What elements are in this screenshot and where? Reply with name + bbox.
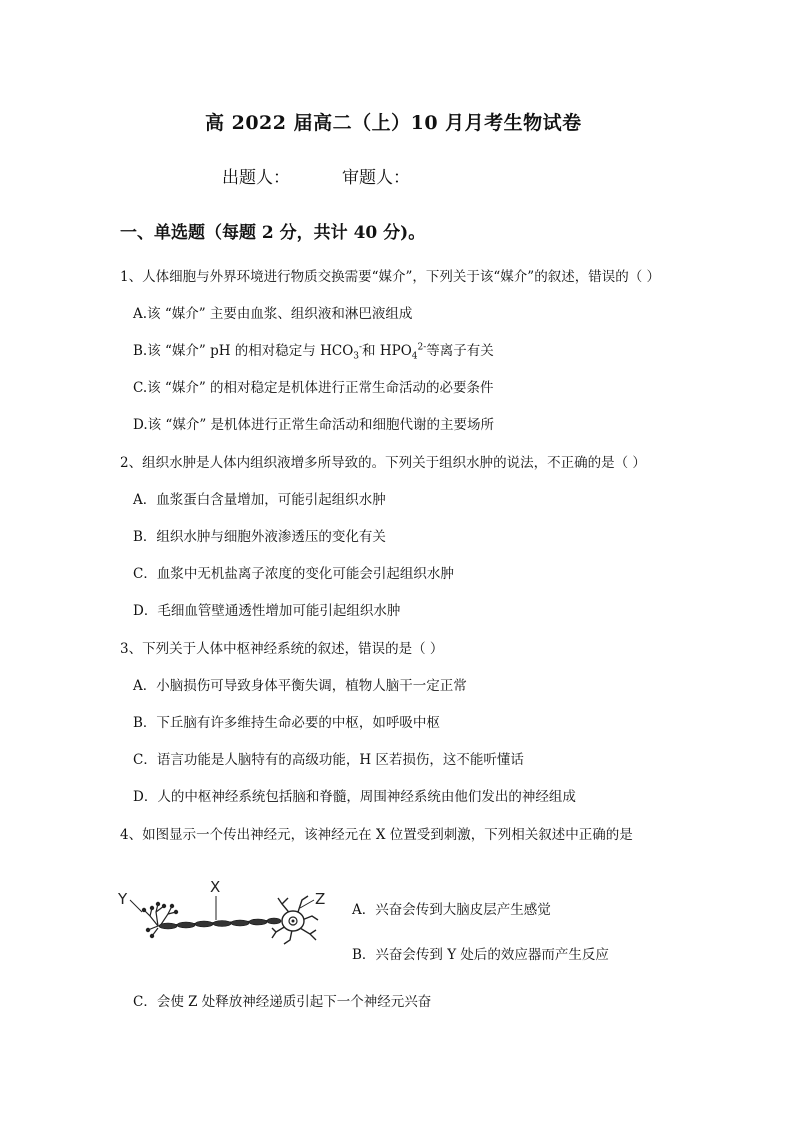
question-3-option-d: D．人的中枢神经系统包括脑和脊髓，周围神经系统由他们发出的神经组成 [133, 789, 576, 805]
figure-label-z: Z [315, 890, 326, 908]
axon-terminal-branches [142, 902, 177, 937]
question-3-stem: 3、下列关于人体中枢神经系统的叙述，错误的是（ ） [120, 641, 444, 657]
question-2-stem: 2、组织水肿是人体内组织液增多所导致的。下列关于组织水肿的说法，不正确的是（ ） [120, 455, 646, 471]
question-4-option-a: A．兴奋会传到大脑皮层产生感觉 [352, 902, 551, 918]
question-1-option-a: A.该 “媒介” 主要由血浆、组织液和淋巴液组成 [133, 306, 413, 322]
figure-label-y: Y [118, 890, 128, 908]
question-1-option-b: B.该 “媒介” pH 的相对稳定与 $HCO_3^-$和 $HPO_4^{2-}$等离子有关 [133, 342, 494, 362]
question-1-option-c: C.该 “媒介” 的相对稳定是机体进行正常生命活动的必要条件 [133, 380, 494, 396]
efferent-neuron-figure [112, 876, 332, 948]
question-3-option-a: A．小脑损伤可导致身体平衡失调，植物人脑干一定正常 [133, 678, 467, 694]
question-2-option-a: A．血浆蛋白含量增加，可能引起组织水肿 [133, 492, 386, 508]
question-4-option-b: B．兴奋会传到 Y 处后的效应器而产生反应 [352, 947, 609, 963]
myelinated-axon [158, 918, 281, 929]
section-heading: 一、单选题（每题 2 分，共计 40 分)。 [120, 223, 426, 243]
question-4-option-c: C．会使 Z 处释放神经递质引起下一个神经元兴奋 [133, 994, 432, 1010]
figure-y-pointer [130, 900, 142, 912]
question-3-option-c: C．语言功能是人脑特有的高级功能，H 区若损伤，这不能听懂话 [133, 752, 524, 768]
question-3-option-b: B．下丘脑有许多维持生命必要的中枢，如呼吸中枢 [133, 715, 440, 731]
question-2-option-b: B．组织水肿与细胞外液渗透压的变化有关 [133, 529, 386, 545]
question-2-option-d: D．毛细血管壁通透性增加可能引起组织水肿 [133, 603, 401, 619]
exam-title: 高 2022 届高二（上）10 月月考生物试卷 [205, 112, 582, 134]
figure-label-x: X [210, 878, 221, 896]
question-2-option-c: C．血浆中无机盐离子浓度的变化可能会引起组织水肿 [133, 566, 454, 582]
question-1-option-d: D.该 “媒介” 是机体进行正常生命活动和细胞代谢的主要场所 [133, 417, 495, 433]
question-setter-label: 出题人： [222, 168, 290, 188]
question-4-stem: 4、如图显示一个传出神经元，该神经元在 X 位置受到刺激，下列相关叙述中正确的是 [120, 827, 633, 843]
reviewer-label: 审题人： [342, 168, 410, 188]
question-1-stem: 1、人体细胞与外界环境进行物质交换需要“媒介”，下列关于该“媒介”的叙述，错误的（ ） [120, 269, 660, 285]
